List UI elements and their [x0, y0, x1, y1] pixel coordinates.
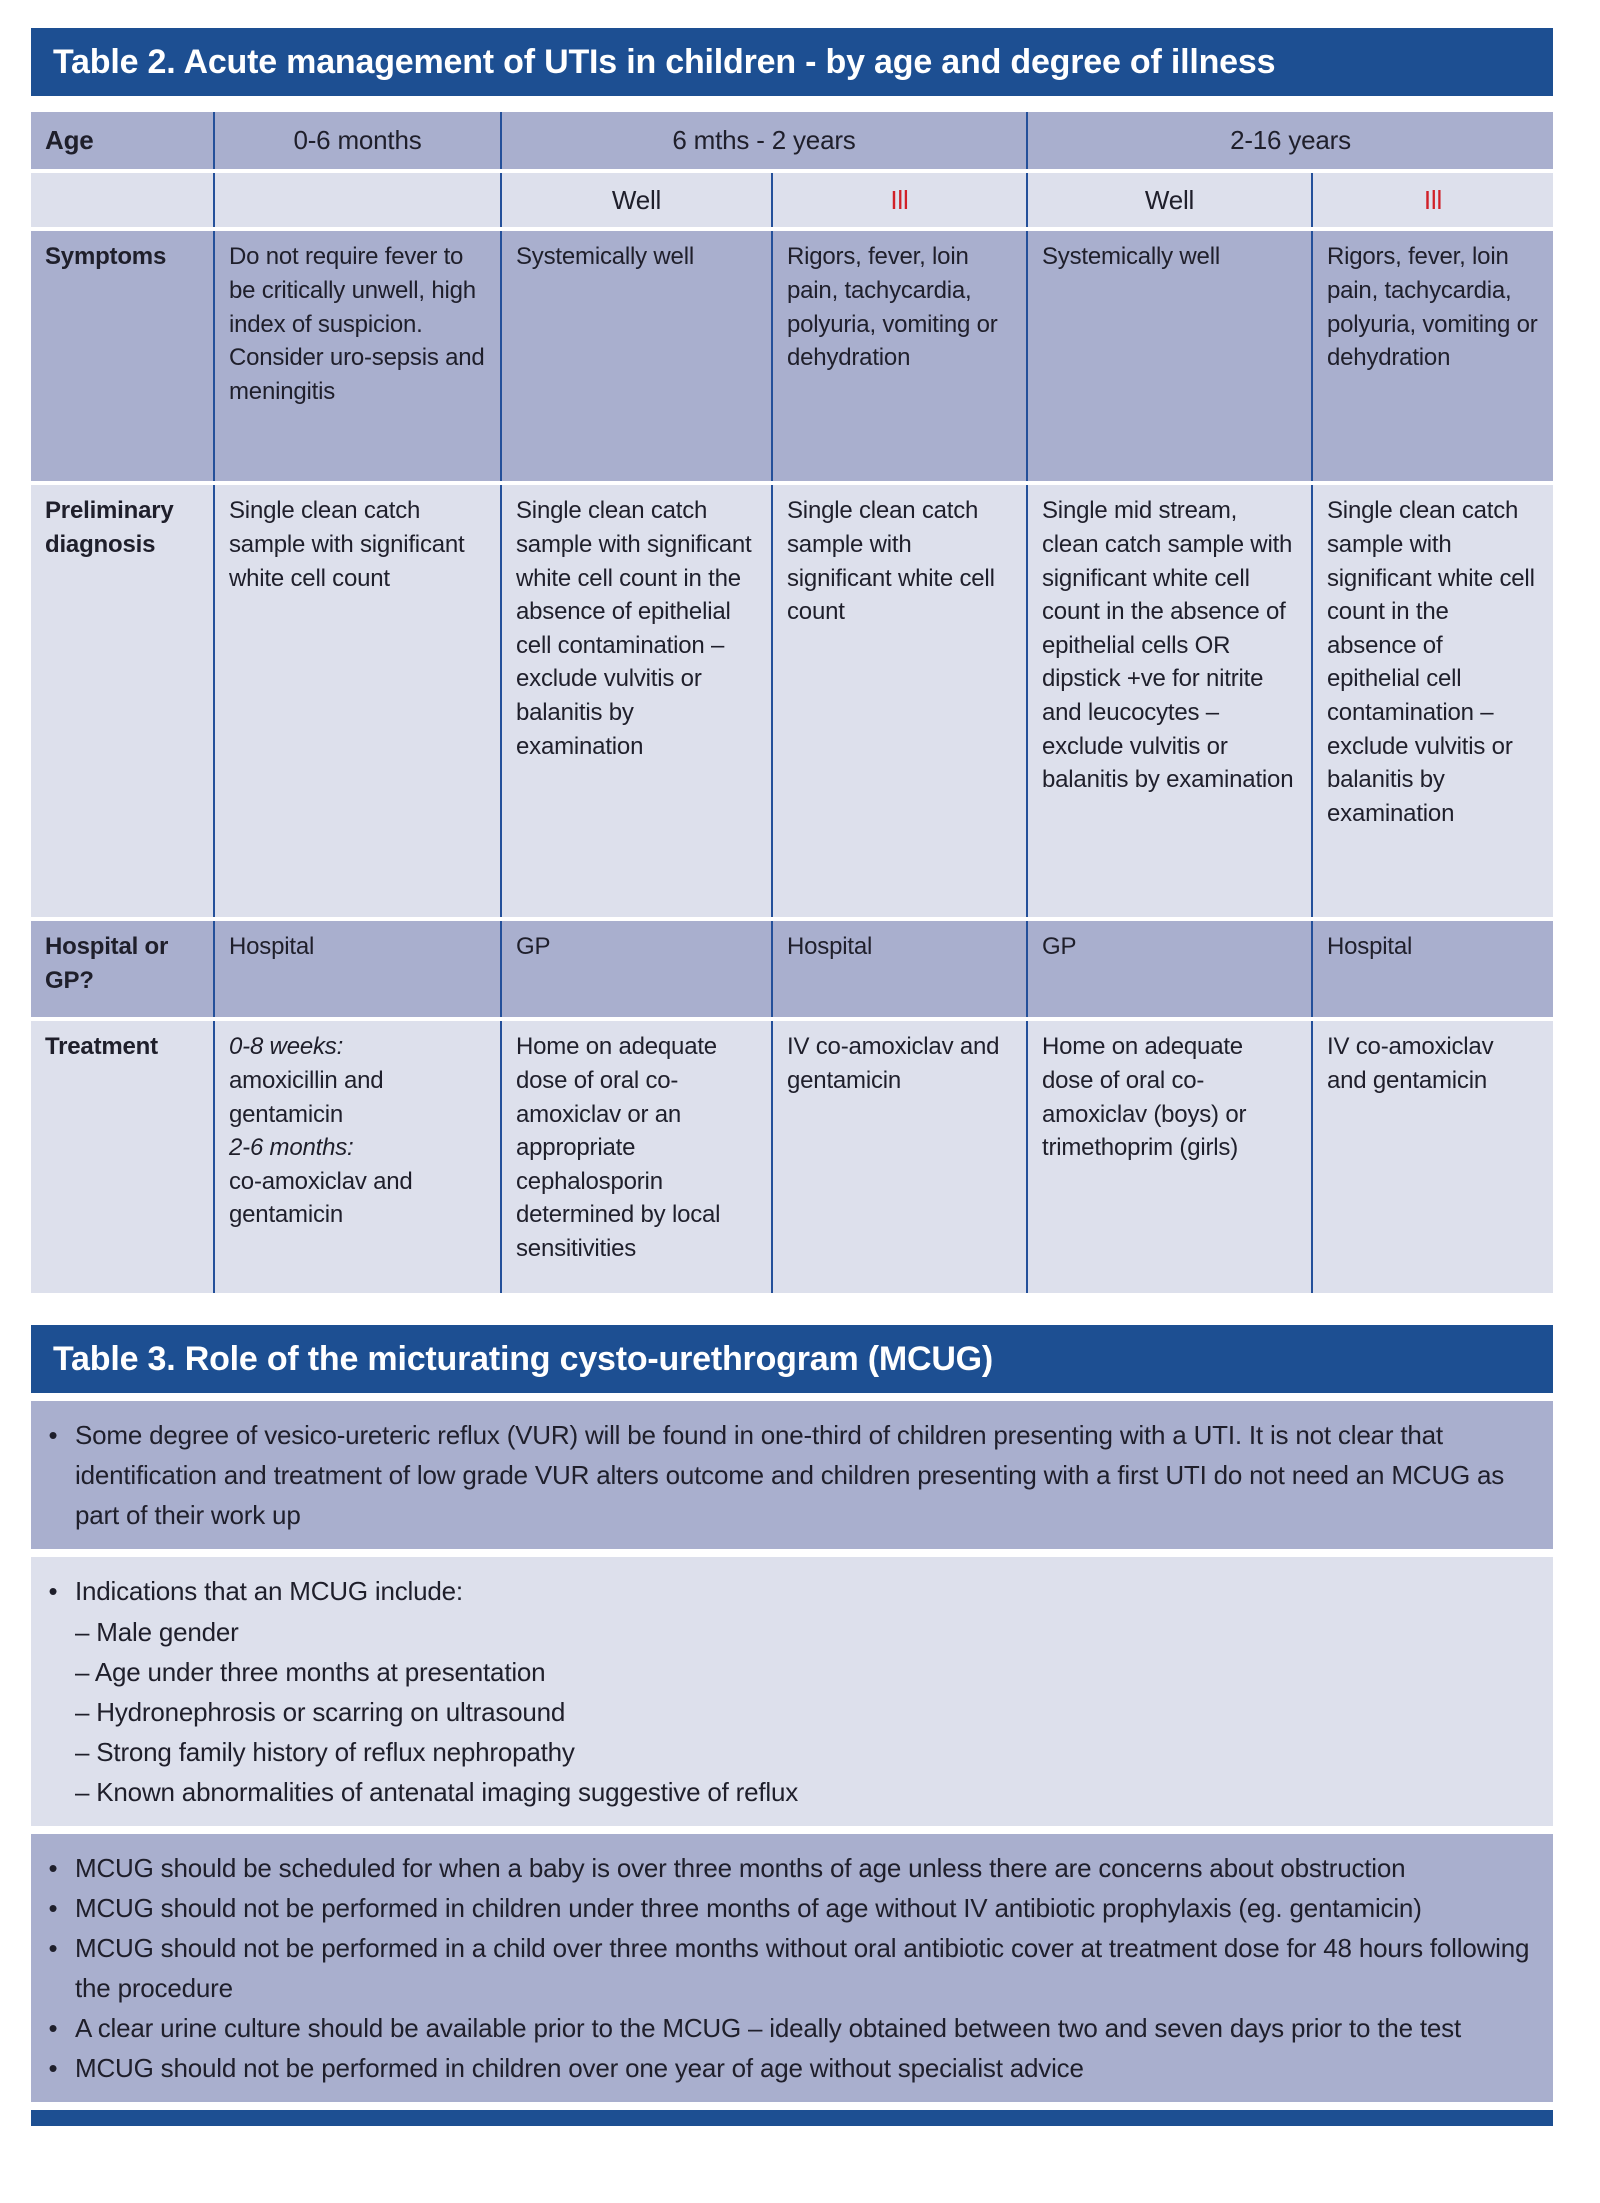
bottom-divider-bar	[31, 2110, 1553, 2126]
table2	[31, 112, 1553, 1293]
prelim-2-16-ill: Single clean catch sample with significant white cell count in the absence of epithelial cell contamination – exclude vulvitis or balanitis by examination	[1311, 485, 1553, 917]
header-2-16-years: 2-16 years	[1026, 112, 1553, 169]
bullet-item	[31, 1848, 1533, 1888]
indication-male-gender: – Male gender	[75, 1616, 239, 1647]
bullet-icon: •	[48, 1892, 58, 1923]
symptoms-0-6-months: Do not require fever to be critically unwell, high index of suspicion. Consider uro-sepsis and meningitis	[213, 231, 500, 481]
treatment-drugs-2: co-amoxiclav and gentamicin	[229, 1167, 413, 1229]
symptoms-6m2y-well: Systemically well	[500, 231, 771, 481]
hospital-2-16-well: GP	[1026, 921, 1311, 1017]
hospital-6m2y-ill: Hospital	[771, 921, 1026, 1017]
row-label-treatment: Treatment	[31, 1021, 213, 1293]
header-well-2: Well	[1026, 173, 1311, 227]
row-label-hospital-or-gp: Hospital or GP?	[31, 921, 213, 1017]
bullet-text: Indications that an MCUG include:	[75, 1576, 463, 1607]
prelim-0-6-months: Single clean catch sample with significant white cell count	[213, 485, 500, 917]
indication-antenatal-imaging: – Known abnormalities of antenatal imaging suggestive of reflux	[75, 1776, 799, 1807]
indication-age-under-three-months: – Age under three months at presentation	[75, 1656, 546, 1687]
indication-family-history: – Strong family history of reflux nephropathy	[75, 1736, 575, 1767]
hospital-2-16-ill: Hospital	[1311, 921, 1553, 1017]
table2-row-preliminary-diagnosis	[31, 485, 1553, 917]
bullet-icon: •	[48, 1852, 58, 1883]
table2-header-row-wellill	[31, 173, 1553, 227]
hospital-0-6-months: Hospital	[213, 921, 500, 1017]
bullet-item	[31, 1888, 1533, 1928]
treatment-2-16-well: Home on adequate dose of oral co-amoxiclav (boys) or trimethoprim (girls)	[1026, 1021, 1311, 1293]
header-ill-2: Ill	[1311, 173, 1553, 227]
treatment-6m2y-well: Home on adequate dose of oral co-amoxiclav or an appropriate cephalosporin determined by local sensitivities	[500, 1021, 771, 1293]
bullet-text: MCUG should be scheduled for when a baby is over three months of age unless there are concerns about obstruction	[75, 1852, 1406, 1883]
treatment-drugs-1: amoxicillin and gentamicin	[229, 1066, 384, 1128]
row-label-preliminary-diagnosis: Preliminary diagnosis	[31, 485, 213, 917]
bullet-text: Some degree of vesico-ureteric reflux (VUR) will be found in one-third of children presenting with a UTI. It is not clear that identification and treatment of low grade VUR alters outcome and children presenting with a first UTI do not need an MCUG as part of their work up	[75, 1420, 1505, 1531]
bullet-item	[31, 1415, 1533, 1535]
header-blank-2	[213, 173, 500, 227]
mcug-section-indications	[31, 1557, 1553, 1825]
treatment-2-16-ill: IV co-amoxiclav and gentamicin	[1311, 1021, 1553, 1293]
bullet-icon: •	[48, 1576, 58, 1607]
table2-header-row-age	[31, 112, 1553, 169]
bullet-item	[31, 2008, 1533, 2048]
mcug-section-rules	[31, 1834, 1553, 2102]
bullet-icon: •	[48, 1420, 58, 1451]
document-page	[31, 0, 1553, 2126]
treatment-age-range-1: 0-8 weeks:	[229, 1033, 344, 1061]
symptoms-6m2y-ill: Rigors, fever, loin pain, tachycardia, polyuria, vomiting or dehydration	[771, 231, 1026, 481]
table2-row-hospital-or-gp	[31, 921, 1553, 1017]
bullet-text: MCUG should not be performed in children over one year of age without specialist advice	[75, 2052, 1084, 2083]
header-0-6-months: 0-6 months	[213, 112, 500, 169]
bullet-icon: •	[48, 1932, 58, 1963]
hospital-6m2y-well: GP	[500, 921, 771, 1017]
table2-row-treatment	[31, 1021, 1553, 1293]
bullet-item	[31, 2048, 1533, 2088]
prelim-6m2y-well: Single clean catch sample with significant white cell count in the absence of epithelial cell contamination – exclude vulvitis or balanitis by examination	[500, 485, 771, 917]
treatment-age-range-2: 2-6 months:	[229, 1134, 354, 1162]
table2-title: Table 2. Acute management of UTIs in children - by age and degree of illness	[53, 43, 1276, 81]
mcug-section-vur	[31, 1401, 1553, 1549]
header-6mths-2years: 6 mths - 2 years	[500, 112, 1026, 169]
table2-title-bar	[31, 28, 1553, 96]
bullet-text: MCUG should not be performed in children under three months of age without IV antibiotic prophylaxis (eg. gentamicin)	[75, 1892, 1422, 1923]
symptoms-2-16-well: Systemically well	[1026, 231, 1311, 481]
symptoms-2-16-ill: Rigors, fever, loin pain, tachycardia, polyuria, vomiting or dehydration	[1311, 231, 1553, 481]
bullet-icon: •	[48, 2012, 58, 2043]
header-ill-1: Ill	[771, 173, 1026, 227]
table3-title: Table 3. Role of the micturating cysto-urethrogram (MCUG)	[53, 1340, 994, 1379]
bullet-item	[31, 1928, 1533, 2008]
prelim-6m2y-ill: Single clean catch sample with significant white cell count	[771, 485, 1026, 917]
indication-hydronephrosis: – Hydronephrosis or scarring on ultrasound	[75, 1696, 566, 1727]
row-label-symptoms: Symptoms	[31, 231, 213, 481]
header-age: Age	[31, 112, 213, 169]
header-blank-1	[31, 173, 213, 227]
table3-title-bar	[31, 1325, 1553, 1393]
bullet-text: MCUG should not be performed in a child over three months without oral antibiotic cover at treatment dose for 48 hours following the procedure	[75, 1932, 1530, 2003]
bullet-icon: •	[48, 2052, 58, 2083]
bullet-item	[31, 1571, 1533, 1611]
prelim-2-16-well: Single mid stream, clean catch sample with significant white cell count in the absence of epithelial cells OR dipstick +ve for nitrite and leucocytes – exclude vulvitis or balanitis by examination	[1026, 485, 1311, 917]
treatment-6m2y-ill: IV co-amoxiclav and gentamicin	[771, 1021, 1026, 1293]
bullet-text: A clear urine culture should be available prior to the MCUG – ideally obtained between two and seven days prior to the test	[75, 2012, 1461, 2043]
treatment-0-6-months	[213, 1021, 500, 1293]
table2-row-symptoms	[31, 231, 1553, 481]
header-well-1: Well	[500, 173, 771, 227]
